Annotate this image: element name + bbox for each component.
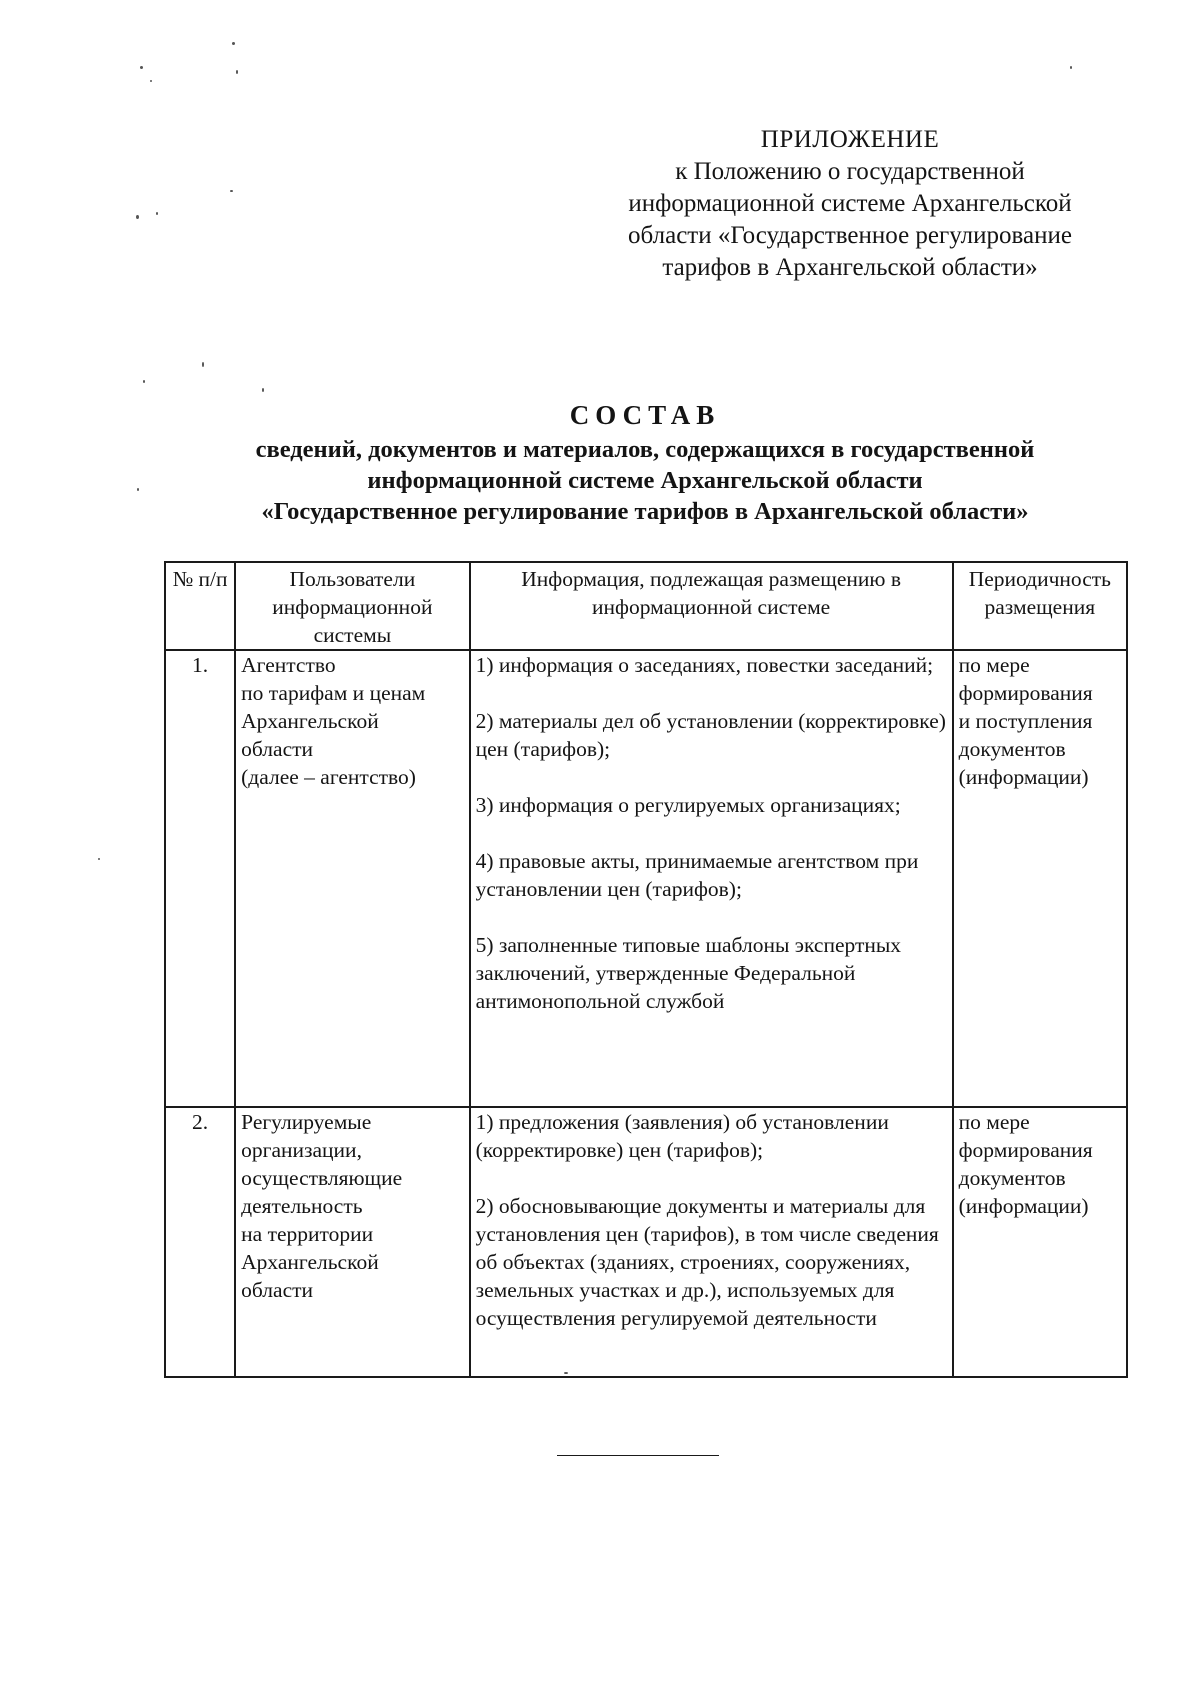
row-info xyxy=(470,650,953,1107)
row-number: 1. xyxy=(165,650,235,1107)
row-user: Регулируемые организации, осуществляющие деятельность на территории Архангельской области xyxy=(235,1107,469,1377)
scan-speck xyxy=(564,1372,568,1374)
header-period: Периодичность размещения xyxy=(953,562,1127,650)
info-item: 5) заполненные типовые шаблоны экспертных заключений, утвержденные Федеральной антимонопольной службой xyxy=(475,933,902,1013)
composition-table xyxy=(164,561,1128,1378)
table-row xyxy=(165,1107,1127,1377)
appendix-line: тарифов в Архангельской области» xyxy=(662,254,1038,281)
title-line: «Государственное регулирование тарифов в Архангельской области» xyxy=(261,498,1029,525)
row-period: по мере формирования и поступления документов (информации) xyxy=(953,650,1127,1107)
scan-speck xyxy=(98,858,100,860)
table-header-row xyxy=(165,562,1127,650)
info-item: 1) предложения (заявления) об установлении (корректировке) цен (тарифов); xyxy=(475,1110,889,1162)
info-item: 4) правовые акты, принимаемые агентством при установлении цен (тарифов); xyxy=(475,849,919,901)
scan-speck xyxy=(236,70,238,74)
title-line: сведений, документов и материалов, содержащихся в государственной xyxy=(255,436,1035,463)
appendix-heading: ПРИЛОЖЕНИЕ xyxy=(760,126,940,153)
scan-speck xyxy=(1070,66,1072,69)
info-item: 1) информация о заседаниях, повестки заседаний; xyxy=(475,653,934,677)
appendix-line: области «Государственное регулирование xyxy=(628,222,1072,249)
appendix-block xyxy=(590,124,1110,284)
title-main: СОСТАВ xyxy=(569,400,721,430)
row-period: по мере формирования документов (информации) xyxy=(953,1107,1127,1377)
info-item: 2) материалы дел об установлении (корректировке) цен (тарифов); xyxy=(475,709,946,761)
title-line: информационной системе Архангельской области xyxy=(367,467,923,494)
row-user: Агентство по тарифам и ценам Архангельской области (далее – агентство) xyxy=(235,650,469,1107)
scan-speck xyxy=(136,215,139,219)
appendix-line: информационной системе Архангельской xyxy=(628,190,1072,217)
scan-speck xyxy=(143,380,145,383)
scan-speck xyxy=(230,190,233,192)
table-row xyxy=(165,650,1127,1107)
scan-speck xyxy=(232,42,235,45)
scan-speck xyxy=(150,80,152,82)
scan-speck xyxy=(137,488,139,491)
appendix-line: к Положению о государственной xyxy=(675,158,1025,185)
header-num: № п/п xyxy=(165,562,235,650)
info-item: 2) обосновывающие документы и материалы для установления цен (тарифов), в том числе сведения об объектах (зданиях, строениях, сооружениях, земельных участках и др.), используемых для осуществления регулируемой деятельности xyxy=(475,1194,939,1330)
closing-rule xyxy=(557,1455,719,1456)
scan-speck xyxy=(202,362,204,367)
document-title xyxy=(150,398,1140,527)
row-info xyxy=(470,1107,953,1377)
scan-speck xyxy=(140,66,143,69)
header-info: Информация, подлежащая размещению в информационной системе xyxy=(470,562,953,650)
header-users: Пользователи информационной системы xyxy=(235,562,469,650)
scan-speck xyxy=(156,212,158,215)
scan-speck xyxy=(262,388,264,392)
row-number: 2. xyxy=(165,1107,235,1377)
info-item: 3) информация о регулируемых организациях; xyxy=(475,793,901,817)
